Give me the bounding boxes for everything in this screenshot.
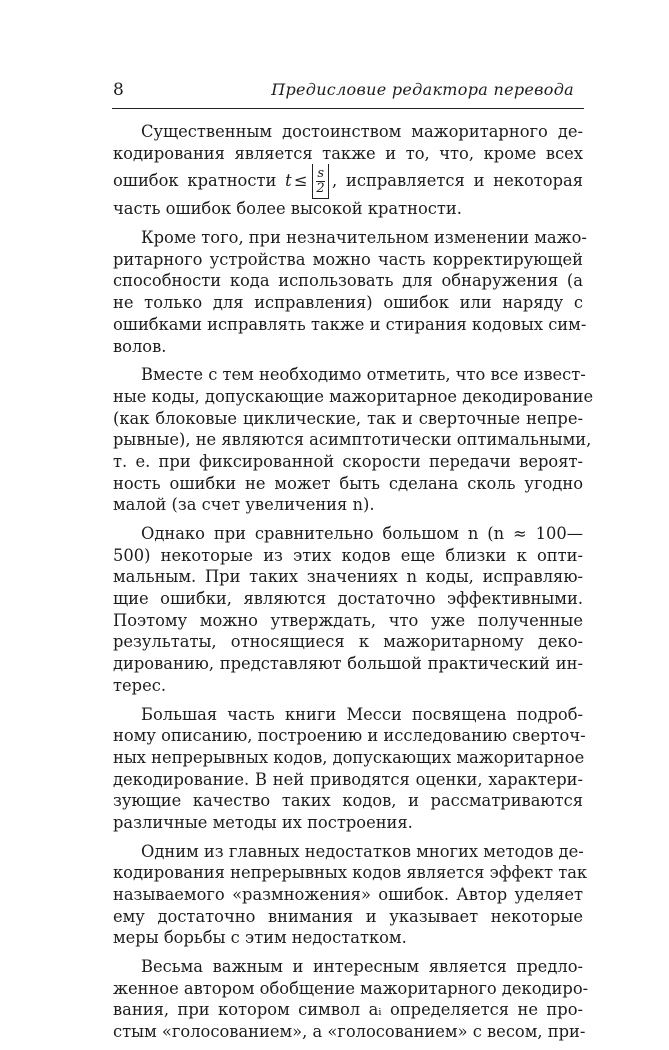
text-line: т. е. при фиксированной скорости передачи вероят-: [113, 451, 583, 471]
text-line: 500) некоторые из этих кодов еще близки к опти-: [113, 545, 583, 565]
page-header: [112, 80, 584, 109]
paragraph: [113, 841, 588, 949]
text-line: дированию, представляют большой практический ин-: [113, 654, 583, 674]
text-line: мальным. При таких значениях n коды, исправляю-: [113, 567, 583, 587]
text-line-with-formula: [113, 164, 583, 198]
text-line: меры борьбы с этим недостатком.: [113, 928, 407, 948]
text-line: зующие качество таких кодов, и рассматриваются: [113, 791, 583, 811]
text-line: щие ошибки, являются достаточно эффективными.: [113, 589, 583, 609]
paragraph: [113, 364, 594, 516]
text-line: ные коды, допускающие мажоритарное декодирование: [113, 386, 594, 406]
text-line: ошибками исправлять также и стирания кодовых сим-: [113, 314, 587, 334]
text-line: (как блоковые циклические, так и сверточные непре-: [113, 408, 583, 428]
text-line: ность ошибки не может быть сделана сколь угодно: [113, 473, 583, 493]
text-line: Однако при сравнительно большом n (n ≈ 100—: [141, 524, 583, 543]
text-line: вания, при котором символ aᵢ определяется не про-: [113, 1000, 583, 1020]
text-line: результаты, относящиеся к мажоритарному деко-: [113, 632, 583, 652]
text-line: называемого «размножения» ошибок. Автор уделяет: [113, 885, 583, 904]
text-line: декодирование. В ней приводятся оценки, характери-: [113, 769, 583, 789]
text-line: Большая часть книги Месси посвящена подроб-: [141, 704, 583, 724]
text-line: Вместе с тем необходимо отметить, что все извест-: [141, 365, 586, 385]
fraction: [316, 167, 325, 196]
text-line: ему достаточно внимания и указывает некоторые: [113, 906, 583, 926]
fraction-numerator: s: [317, 166, 325, 182]
formula-relation: ≤: [293, 171, 308, 191]
text-line: малой (за счет увеличения n).: [113, 495, 375, 515]
text-line: различные методы их построения.: [113, 812, 413, 832]
text-line: кодирования непрерывных кодов является эффект так: [113, 863, 588, 883]
floor-bracket: [312, 164, 329, 199]
body-text: [113, 121, 594, 1050]
text-line: часть ошибок более высокой кратности.: [113, 199, 462, 219]
fraction-denominator: 2: [316, 181, 325, 197]
text-line: ных непрерывных кодов, допускающих мажоритарное: [113, 747, 585, 767]
text-line: способности кода использовать для обнаружения (а: [113, 271, 583, 291]
text-line: ритарного устройства можно часть корректирующей: [113, 249, 583, 269]
text-line: женное автором обобщение мажоритарного декодиро-: [113, 978, 589, 998]
line-text-before-formula: ошибок кратности: [113, 171, 286, 191]
inline-formula: [285, 166, 332, 197]
running-title: Предисловие редактора перевода: [271, 80, 574, 99]
text-line: кодирования является также и то, что, кроме всех: [113, 143, 583, 163]
paragraph: [113, 956, 589, 1043]
text-line: Кроме того, при незначительном изменении мажо-: [141, 228, 587, 248]
text-line: Одним из главных недостатков многих методов де-: [141, 841, 584, 861]
text-line: волов.: [113, 336, 167, 356]
text-line: терес.: [113, 675, 166, 695]
paragraph: [113, 121, 583, 220]
text-line: стым «голосованием», а «голосованием» с весом, при-: [113, 1022, 586, 1042]
text-line: Весьма важным и интересным является предло-: [141, 957, 583, 977]
paragraph: [113, 523, 583, 697]
text-line: не только для исправления) ошибок или наряду с: [113, 293, 583, 313]
text-line: ному описанию, построению и исследованию сверточ-: [113, 726, 586, 746]
text-line: Поэтому можно утверждать, что уже полученные: [113, 610, 583, 630]
line-text-after-formula: , исправляется и некоторая: [332, 171, 583, 191]
formula-variable: t: [285, 171, 292, 191]
paragraph: [113, 704, 586, 834]
page-number: 8: [113, 80, 124, 100]
text-line: Существенным достоинством мажоритарного де-: [141, 122, 583, 141]
text-line: рывные), не являются асимптотически оптимальными,: [113, 430, 592, 450]
paragraph: [113, 227, 587, 357]
